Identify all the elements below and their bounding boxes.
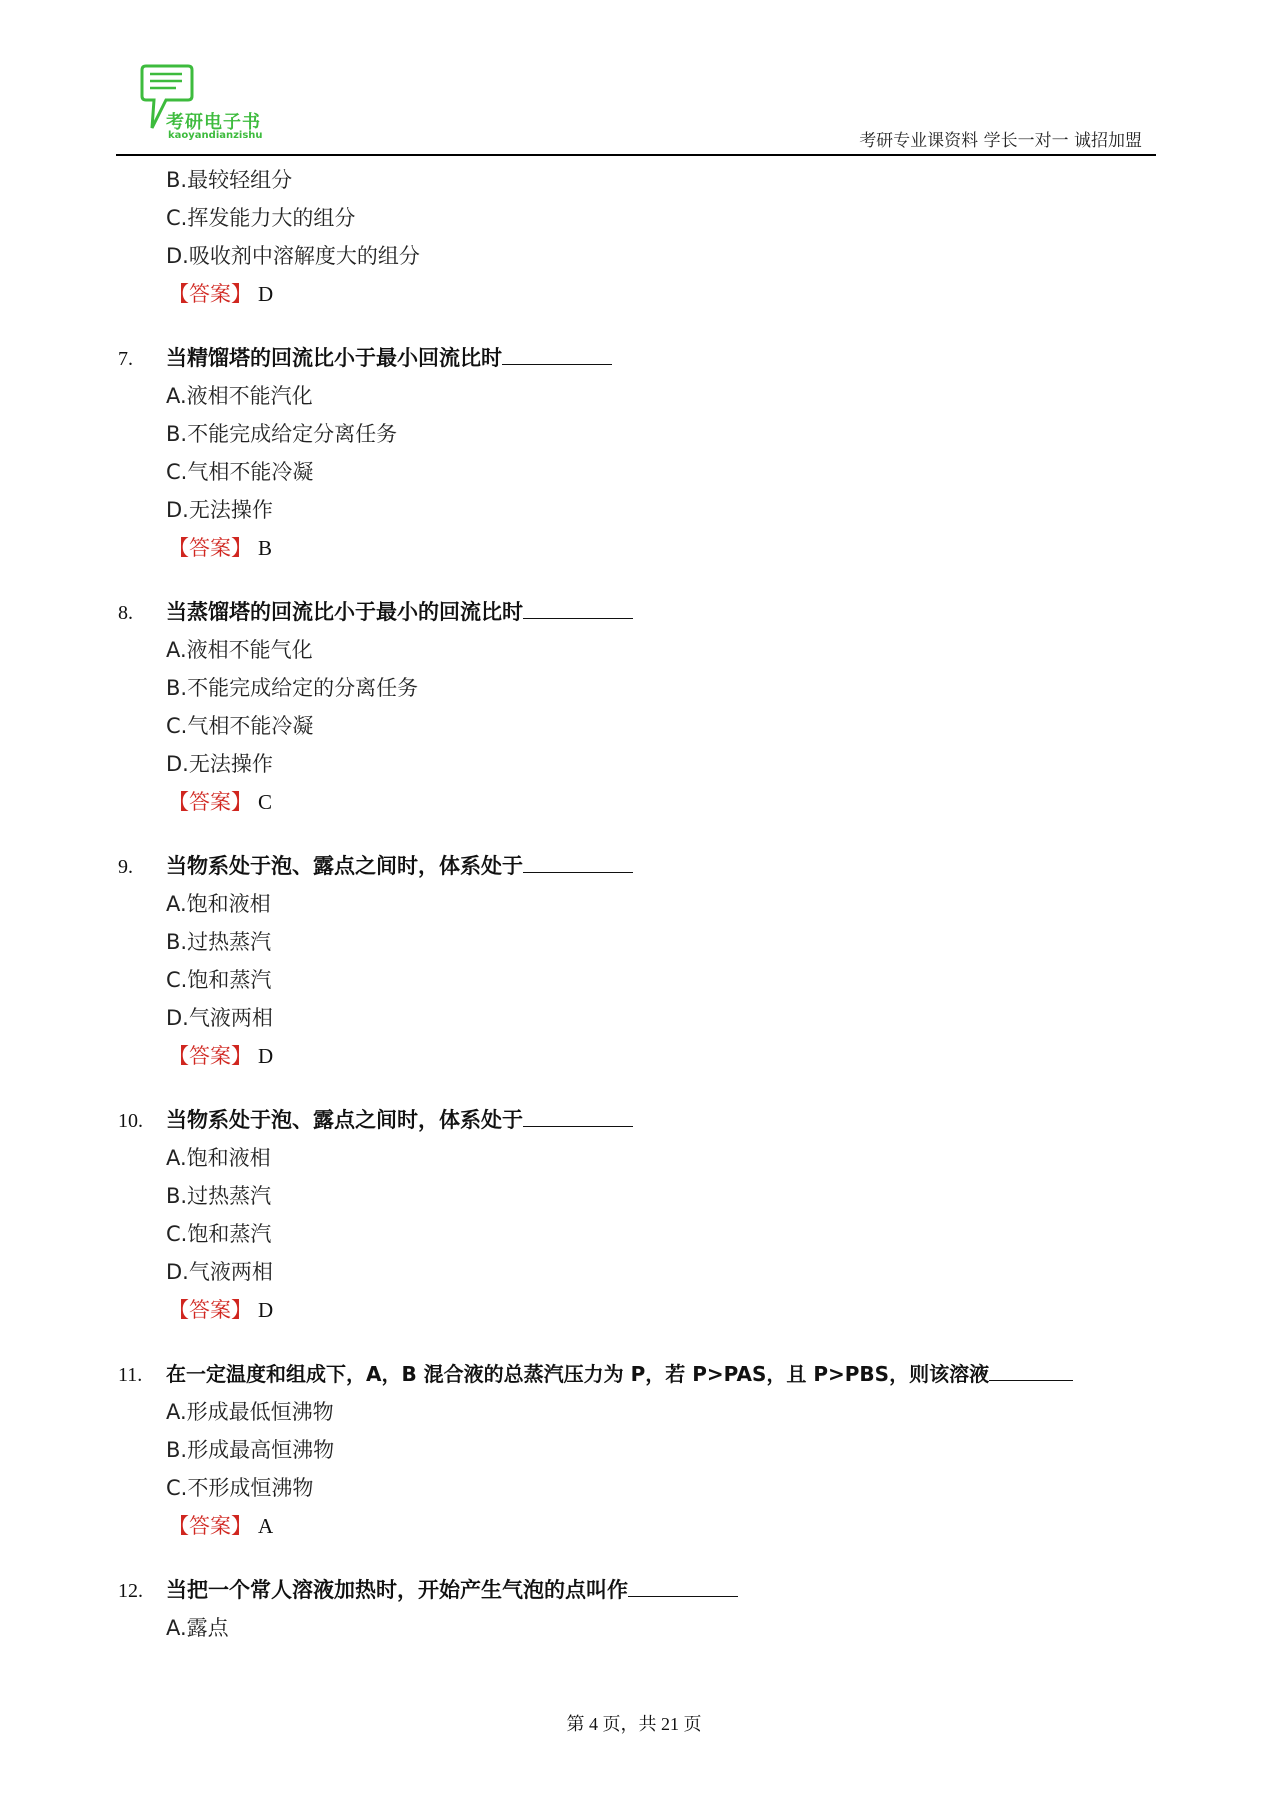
question-number: 12. (118, 1580, 143, 1602)
question-stem (118, 1104, 633, 1134)
option: B.最较轻组分 (166, 168, 293, 192)
option: B.过热蒸汽 (166, 1184, 272, 1208)
answer (168, 278, 273, 308)
answer-value: D (258, 282, 274, 306)
option: A.饱和液相 (166, 1146, 271, 1170)
answer-blank (523, 1108, 633, 1127)
question-stem (118, 1574, 738, 1604)
question-text: 当蒸馏塔的回流比小于最小的回流比时 (166, 600, 523, 624)
question-stem (118, 342, 612, 372)
question-text: 当精馏塔的回流比小于最小回流比时 (166, 346, 502, 370)
option: C.饱和蒸汽 (166, 968, 272, 992)
question-number: 11. (118, 1364, 143, 1386)
option: C.不形成恒沸物 (166, 1476, 314, 1500)
answer-blank (502, 346, 612, 365)
option: B.形成最高恒沸物 (166, 1438, 335, 1462)
option: D.无法操作 (166, 498, 273, 522)
option: B.过热蒸汽 (166, 930, 272, 954)
answer-label: 【答案】 (168, 1298, 252, 1322)
answer-blank (989, 1362, 1073, 1381)
answer-blank (523, 854, 633, 873)
question-text: 当物系处于泡、露点之间时，体系处于 (166, 1108, 523, 1132)
answer-blank (628, 1578, 738, 1597)
question-number: 8. (118, 602, 133, 624)
answer-label: 【答案】 (168, 790, 252, 814)
option: A.露点 (166, 1616, 229, 1640)
option: C.饱和蒸汽 (166, 1222, 272, 1246)
option: C.气相不能冷凝 (166, 460, 314, 484)
logo-text: 考研电子书 (166, 112, 261, 133)
answer (168, 532, 272, 562)
answer-label: 【答案】 (168, 536, 252, 560)
option: C.气相不能冷凝 (166, 714, 314, 738)
page-header (116, 56, 1156, 156)
question-number: 7. (118, 348, 133, 370)
question-number: 9. (118, 856, 133, 878)
page-number: 第 4 页，共 21 页 (566, 1714, 702, 1734)
answer-value: A (258, 1514, 274, 1538)
answer (168, 1294, 273, 1324)
question-stem (118, 1358, 1073, 1387)
option: D.无法操作 (166, 752, 273, 776)
answer (168, 1510, 273, 1540)
answer-blank (523, 600, 633, 619)
option: A.液相不能汽化 (166, 384, 313, 408)
question-stem (118, 850, 633, 880)
header-tagline: 考研专业课资料 学长一对一 诚招加盟 (859, 131, 1142, 151)
option: B.不能完成给定的分离任务 (166, 676, 419, 700)
answer-label: 【答案】 (168, 1044, 252, 1068)
answer-value: D (258, 1298, 274, 1322)
answer-label: 【答案】 (168, 1514, 252, 1538)
option: A.液相不能气化 (166, 638, 313, 662)
answer-value: D (258, 1044, 274, 1068)
option: C.挥发能力大的组分 (166, 206, 356, 230)
option: B.不能完成给定分离任务 (166, 422, 398, 446)
answer-label: 【答案】 (168, 282, 252, 306)
option: A.饱和液相 (166, 892, 271, 916)
option: D.气液两相 (166, 1006, 273, 1030)
question-text: 在一定温度和组成下，A，B 混合液的总蒸汽压力为 P，若 P>PAS，且 P>PBS，则该溶液 (166, 1362, 990, 1386)
question-text: 当把一个常人溶液加热时，开始产生气泡的点叫作 (166, 1578, 628, 1602)
answer (168, 1040, 273, 1070)
question-number: 10. (118, 1110, 143, 1132)
logo-subtext: kaoyandianzishu (168, 130, 263, 141)
question-text: 当物系处于泡、露点之间时，体系处于 (166, 854, 523, 878)
answer-value: B (258, 536, 273, 560)
question-stem (118, 596, 633, 626)
answer-value: C (258, 790, 273, 814)
answer (168, 786, 272, 816)
option: A.形成最低恒沸物 (166, 1400, 334, 1424)
option: D.吸收剂中溶解度大的组分 (166, 244, 420, 268)
option: D.气液两相 (166, 1260, 273, 1284)
header-rule (116, 154, 1156, 156)
